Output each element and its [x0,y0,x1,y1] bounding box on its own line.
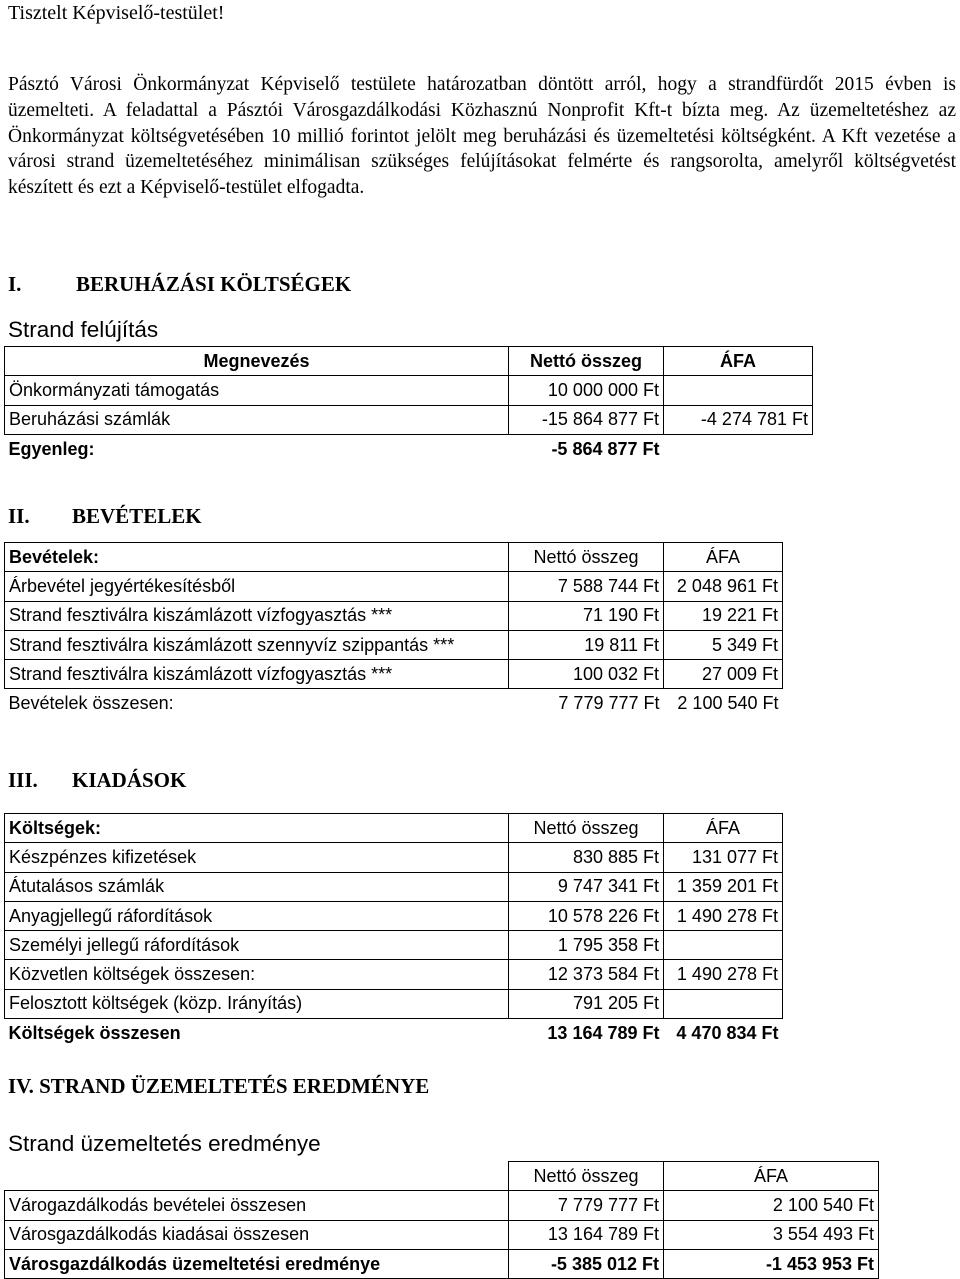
total-net: -5 385 012 Ft [509,1249,664,1278]
table-total-row [5,1249,879,1278]
section-number: III. [8,768,38,792]
row-label: Közvetlen költségek összesen: [5,960,509,989]
table-row [5,376,813,405]
row-label: Várogazdálkodás bevételei összesen [5,1191,509,1220]
section-heading-3 [8,767,186,793]
row-net: 12 373 584 Ft [509,960,664,989]
table-kiadasok [4,813,783,1047]
table-header-row [5,347,813,376]
table-eredmeny [4,1161,879,1279]
row-net: 100 032 Ft [509,660,664,689]
row-label: Strand fesztiválra kiszámlázott vízfogyasztás *** [5,660,509,689]
row-vat: 3 554 493 Ft [664,1220,879,1249]
row-vat: 27 009 Ft [664,660,783,689]
table-row [5,1220,879,1249]
row-net: -15 864 877 Ft [509,405,664,434]
table-total-row [5,434,813,463]
table-row [5,405,813,434]
section-title: BERUHÁZÁSI KÖLTSÉGEK [76,272,352,296]
row-vat [664,376,813,405]
section-title: BEVÉTELEK [72,504,202,528]
row-label: Készpénzes kifizetések [5,843,509,872]
row-vat: 5 349 Ft [664,630,783,659]
row-vat: -4 274 781 Ft [664,405,813,434]
header-cell: Megnevezés [5,347,509,376]
row-label: Városgazdálkodás kiadásai összesen [5,1220,509,1249]
row-vat: 19 221 Ft [664,601,783,630]
row-vat: 131 077 Ft [664,843,783,872]
table-total-row [5,689,783,718]
section-number: I. [8,272,22,296]
row-net: 7 588 744 Ft [509,572,664,601]
row-label: Árbevétel jegyértékesítésből [5,572,509,601]
row-vat: 1 359 201 Ft [664,872,783,901]
row-net: 9 747 341 Ft [509,872,664,901]
row-net: 830 885 Ft [509,843,664,872]
total-net: 13 164 789 Ft [547,1022,660,1043]
row-net: 7 779 777 Ft [509,1191,664,1220]
table-bevetelek [4,542,783,718]
table-row [5,931,783,960]
header-cell [5,1162,509,1191]
table-row [5,601,783,630]
row-vat: 1 490 278 Ft [664,960,783,989]
table-row [5,872,783,901]
row-vat [664,989,783,1018]
row-label: Személyi jellegű ráfordítások [5,931,509,960]
table-row [5,989,783,1018]
row-label: Strand fesztiválra kiszámlázott szennyvíz szippantás *** [5,630,509,659]
row-vat: 2 100 540 Ft [664,1191,879,1220]
row-label: Átutalásos számlák [5,872,509,901]
total-vat: -1 453 953 Ft [664,1249,879,1278]
total-label: Költségek összesen [8,1022,181,1043]
header-cell: Költségek: [5,814,509,843]
header-cell: ÁFA [664,1162,879,1191]
table-total-row [5,1019,783,1048]
section-heading-2 [8,503,202,529]
row-net: 791 205 Ft [509,989,664,1018]
row-label: Strand fesztiválra kiszámlázott vízfogyasztás *** [5,601,509,630]
row-net: 13 164 789 Ft [509,1220,664,1249]
row-net: 19 811 Ft [509,630,664,659]
total-vat: 2 100 540 Ft [677,693,779,714]
row-vat: 1 490 278 Ft [664,901,783,930]
section-title: KIADÁSOK [72,768,187,792]
total-vat: 4 470 834 Ft [676,1022,779,1043]
table-row [5,901,783,930]
table-strand-felujitas [4,346,813,463]
table-row [5,1191,879,1220]
table-header-row [5,543,783,572]
header-cell: Nettó összeg [509,1162,664,1191]
row-label: Önkormányzati támogatás [5,376,509,405]
total-label: Bevételek összesen: [8,693,174,714]
table-row [5,960,783,989]
header-cell: ÁFA [664,814,783,843]
header-cell: ÁFA [664,543,783,572]
row-label: Beruházási számlák [5,405,509,434]
table-row [5,630,783,659]
intro-paragraph: Pásztó Városi Önkormányzat Képviselő testülete határozatban döntött arról, hogy a strandfürdőt 2015 évben is üzemelteti. A feladattal a Pásztói Városgazdálkodási Közhasznú Nonprofit Kft-t bízta meg. Az üzemeltetéshez az Önkormányzat költségvetésében 10 millió forintot jelölt meg beruházási és üzemeltetési költségként. A Kft vezetése a városi strand üzemeltetéséhez minimálisan szükséges felújításokat felmérte és rangsorolta, amelyről költségvetést készített és ezt a Képviselő-testület elfogadta. [8,74,956,199]
header-cell: Bevételek: [5,543,509,572]
row-net: 1 795 358 Ft [509,931,664,960]
total-vat [664,434,813,463]
total-net: 7 779 777 Ft [558,693,660,714]
table-header-row [5,814,783,843]
table-header-row [5,1162,879,1191]
greeting: Tisztelt Képviselő-testület! [8,2,225,24]
table-row [5,843,783,872]
row-net: 71 190 Ft [509,601,664,630]
table-row [5,660,783,689]
section-heading-1 [8,271,351,297]
section-subtitle-4: Strand üzemeltetés eredménye [8,1131,321,1156]
header-cell: Nettó összeg [509,347,664,376]
table-row [5,572,783,601]
header-cell: ÁFA [664,347,813,376]
total-label: Egyenleg: [8,438,95,459]
row-net: 10 000 000 Ft [509,376,664,405]
section-number: II. [8,504,30,528]
row-net: 10 578 226 Ft [509,901,664,930]
row-label: Anyagjellegű ráfordítások [5,901,509,930]
section-heading-4: IV. STRAND ÜZEMELTETÉS EREDMÉNYE [8,1074,430,1098]
section-subtitle-1: Strand felújítás [8,317,159,342]
header-cell: Nettó összeg [509,814,664,843]
total-net: -5 864 877 Ft [551,438,660,459]
header-cell: Nettó összeg [509,543,664,572]
row-label: Felosztott költségek (közp. Irányítás) [5,989,509,1018]
total-label: Városgazdálkodás üzemeltetési eredménye [5,1249,509,1278]
row-vat: 2 048 961 Ft [664,572,783,601]
row-vat [664,931,783,960]
